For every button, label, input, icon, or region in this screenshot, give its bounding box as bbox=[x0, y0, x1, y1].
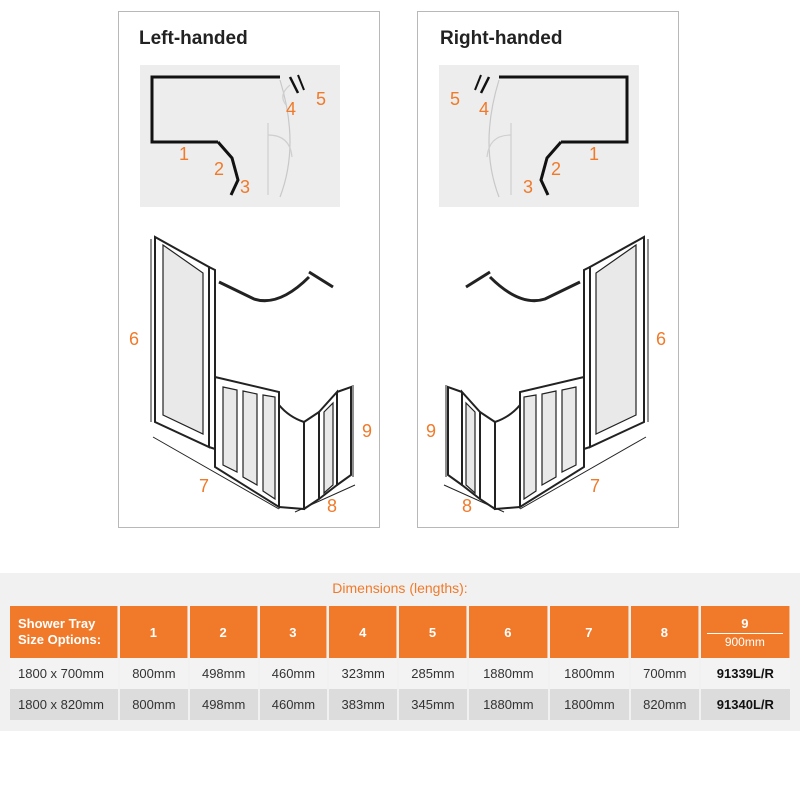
right-handed-panel bbox=[417, 11, 679, 528]
plan-label-3: 3 bbox=[523, 177, 534, 197]
right-panel-title: Right-handed bbox=[440, 28, 563, 49]
plan-label-5: 5 bbox=[450, 89, 461, 109]
header-col-9 bbox=[701, 606, 790, 658]
table-cell: 1800mm bbox=[550, 658, 629, 689]
plan-label-4: 4 bbox=[479, 99, 490, 119]
right-label-8: 8 bbox=[462, 496, 473, 516]
product-code: 91340L/R bbox=[701, 689, 790, 720]
plan-label-2: 2 bbox=[214, 159, 225, 179]
header-col-8: 8 bbox=[631, 606, 699, 658]
row-size: 1800 x 820mm bbox=[10, 689, 118, 720]
table-cell: 285mm bbox=[399, 658, 467, 689]
plan-label-1: 1 bbox=[179, 144, 190, 164]
left-3d-enclosure bbox=[119, 227, 381, 527]
plan-label-1: 1 bbox=[589, 144, 600, 164]
left-plan-diagram bbox=[140, 65, 340, 207]
table-cell: 1800mm bbox=[550, 689, 629, 720]
table-cell: 820mm bbox=[631, 689, 699, 720]
right-label-9: 9 bbox=[426, 421, 437, 441]
header-col-1: 1 bbox=[120, 606, 188, 658]
table-cell: 345mm bbox=[399, 689, 467, 720]
left-handed-panel bbox=[118, 11, 380, 528]
table-header-row bbox=[10, 606, 790, 658]
plan-label-2: 2 bbox=[551, 159, 562, 179]
plan-label-3: 3 bbox=[240, 177, 251, 197]
table-cell: 1880mm bbox=[469, 658, 548, 689]
table-cell: 383mm bbox=[329, 689, 397, 720]
table-row bbox=[10, 658, 790, 689]
table-cell: 460mm bbox=[260, 658, 328, 689]
table-cell: 1880mm bbox=[469, 689, 548, 720]
table-row bbox=[10, 689, 790, 720]
left-plan-view bbox=[140, 65, 340, 207]
left-panel-title: Left-handed bbox=[139, 28, 248, 49]
table-cell: 800mm bbox=[120, 689, 188, 720]
table-cell: 700mm bbox=[631, 658, 699, 689]
header-col-7: 7 bbox=[550, 606, 629, 658]
table-cell: 498mm bbox=[190, 689, 258, 720]
right-plan-view bbox=[439, 65, 639, 207]
right-label-7: 7 bbox=[590, 476, 601, 496]
header-col-5: 5 bbox=[399, 606, 467, 658]
table-cell: 323mm bbox=[329, 658, 397, 689]
header-size-line1: Shower Tray bbox=[18, 616, 96, 631]
header-col-9-number: 9 bbox=[741, 615, 749, 631]
header-col-3: 3 bbox=[260, 606, 328, 658]
dimensions-title: Dimensions (lengths): bbox=[332, 580, 468, 596]
table-cell: 498mm bbox=[190, 658, 258, 689]
table-cell: 460mm bbox=[260, 689, 328, 720]
row-size: 1800 x 700mm bbox=[10, 658, 118, 689]
right-label-6: 6 bbox=[656, 329, 667, 349]
dimensions-table bbox=[8, 606, 792, 720]
left-label-7: 7 bbox=[199, 476, 210, 496]
header-col-6: 6 bbox=[469, 606, 548, 658]
header-size-line2: Size Options: bbox=[18, 632, 102, 647]
header-size-options bbox=[10, 606, 118, 658]
right-3d-enclosure bbox=[418, 227, 680, 527]
left-label-8: 8 bbox=[327, 496, 338, 516]
dimensions-section bbox=[0, 573, 800, 731]
plan-label-4: 4 bbox=[286, 99, 297, 119]
right-plan-diagram bbox=[439, 65, 639, 207]
left-label-6: 6 bbox=[129, 329, 140, 349]
product-code: 91339L/R bbox=[701, 658, 790, 689]
table-cell: 800mm bbox=[120, 658, 188, 689]
header-col-9-height: 900mm bbox=[707, 633, 783, 649]
header-col-4: 4 bbox=[329, 606, 397, 658]
left-label-9: 9 bbox=[362, 421, 373, 441]
plan-label-5: 5 bbox=[316, 89, 327, 109]
header-col-2: 2 bbox=[190, 606, 258, 658]
